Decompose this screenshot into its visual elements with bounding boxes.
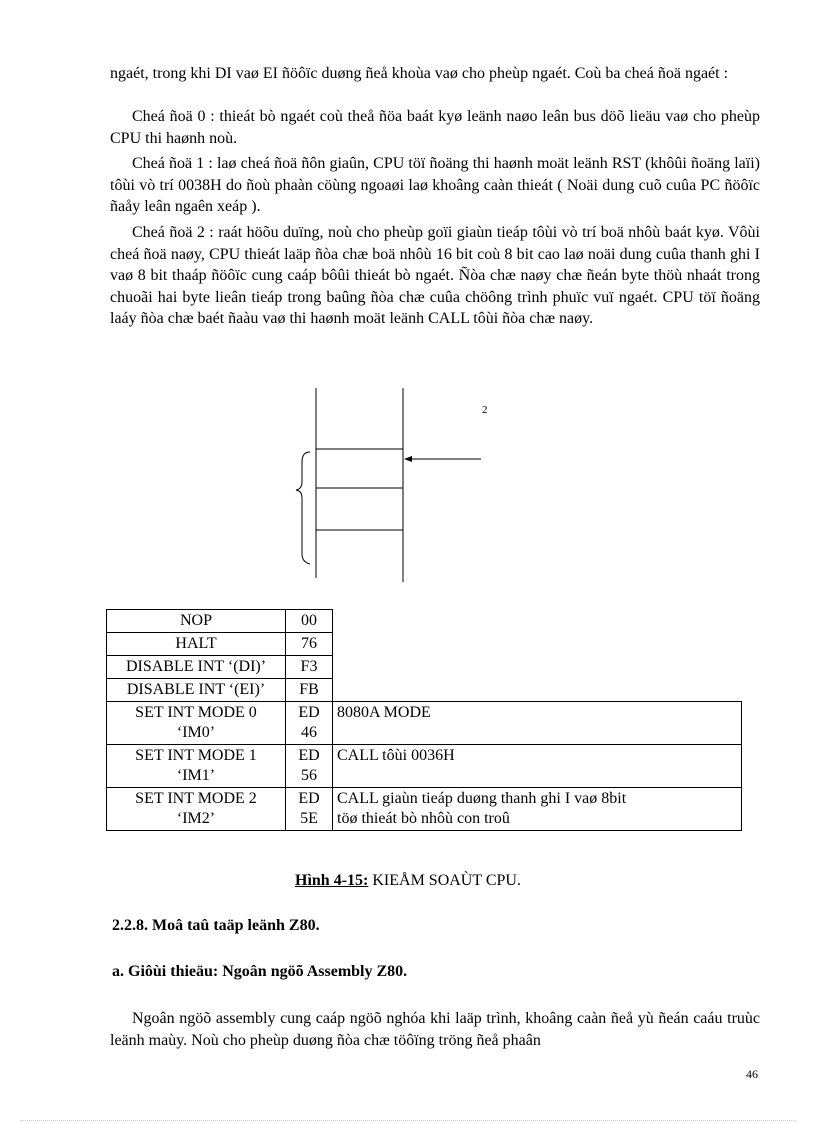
cell-line: CALL tôùi 0036H [337, 747, 455, 764]
table-row [107, 656, 742, 679]
caption-label: Hình 4-15: [295, 872, 369, 889]
table-cell [286, 702, 333, 745]
table-cell: DISABLE INT ‘(EI)’ [107, 679, 286, 702]
cell-line: ED [298, 790, 320, 807]
page-bottom-divider [20, 1120, 796, 1121]
table-cell [107, 788, 286, 831]
diagram-arrow-head [404, 456, 412, 462]
table-cell [286, 745, 333, 788]
paragraph-intro: ngaét, trong khi DI vaø EI ñöôïc duøng ñeå khoùa vaø cho pheùp ngaét. Coù ba cheá ñoä ngaét : [110, 65, 729, 82]
paragraph-assembly-intro: Ngoân ngöõ assembly cung caáp ngöõ nghóa khi laäp trình, khoâng caàn ñeå yù ñeán caáu truùc leänh maùy. Noù cho pheùp duøng ñòa chæ töôïng tröng ñeå phaân [110, 1010, 760, 1049]
table-cell [286, 788, 333, 831]
paragraph-mode-0: Cheá ñoä 0 : thieát bò ngaét coù theå ñöa baát kyø leänh naøo leân bus döõ lieäu vaø cho pheùp CPU thi haønh noù. [110, 108, 760, 147]
table-cell [333, 788, 742, 831]
table-cell [333, 745, 742, 788]
table-row [107, 745, 742, 788]
table-cell: 00 [286, 610, 333, 633]
table-cell-empty [333, 656, 742, 679]
table-cell [333, 702, 742, 745]
diagram-brace [296, 452, 310, 564]
page-number: 46 [746, 1067, 758, 1081]
cell-line: 8080A MODE [337, 704, 431, 721]
table-cell-empty [333, 610, 742, 633]
table-row [107, 702, 742, 745]
table-cell: 76 [286, 633, 333, 656]
cell-line: ED [298, 747, 320, 764]
cell-line: CALL giaùn tieáp duøng thanh ghi I vaø 8bit [337, 790, 627, 807]
cell-line: ‘IM0’ [176, 724, 216, 741]
cell-line: SET INT MODE 2 [135, 790, 257, 807]
table-cell-empty [333, 679, 742, 702]
table-cell: HALT [107, 633, 286, 656]
cell-line: töø thieát bò nhôù con troû [337, 810, 510, 827]
instruction-table [106, 609, 742, 831]
table-cell: NOP [107, 610, 286, 633]
caption-text: KIEÅM SOAÙT CPU. [368, 872, 521, 889]
cell-line: ‘IM2’ [176, 810, 216, 827]
cell-line: ‘IM1’ [176, 767, 216, 784]
table-cell: F3 [286, 656, 333, 679]
cell-line: SET INT MODE 0 [135, 704, 257, 721]
cell-line: 56 [301, 767, 317, 784]
section-heading: 2.2.8. Moâ taû taäp leänh Z80. [112, 917, 320, 934]
table-cell: FB [286, 679, 333, 702]
table-row [107, 679, 742, 702]
cell-line: 46 [301, 724, 317, 741]
paragraph-mode-1: Cheá ñoä 1 : laø cheá ñoä ñôn giaûn, CPU töï ñoäng thi haønh moät leänh RST (khôûi ñoäng laïi) tôùi vò trí 0038H do ñoù phaàn cöùng ngoaøi laø khoâng caàn thieát ( Noäi dung cuõ cuûa PC ñöôïc ñaåy leân ngaên xeáp ). [110, 155, 760, 215]
figure-caption [0, 872, 816, 890]
table-cell-empty [333, 633, 742, 656]
table-cell [107, 745, 286, 788]
table-row [107, 788, 742, 831]
table-cell: DISABLE INT ‘(DI)’ [107, 656, 286, 679]
cell-line: ED [298, 704, 320, 721]
cell-line: 5E [300, 810, 318, 827]
diagram-label: 2 [482, 404, 488, 416]
subsection-heading: a. Giôùi thieäu: Ngoân ngöõ Assembly Z80. [112, 963, 408, 980]
table-cell [107, 702, 286, 745]
table-row [107, 610, 742, 633]
cell-line: SET INT MODE 1 [135, 747, 257, 764]
paragraph-mode-2: Cheá ñoä 2 : raát höõu duïng, noù cho pheùp goïi giaùn tieáp tôùi vò trí boä nhôù baát kyø. Vôùi cheá ñoä naøy, CPU thieát laäp ñòa chæ boä nhôù 16 bit coù 8 bit cao laø noäi dung cuûa thanh ghi I vaø 8 bit thaáp ñöôïc cung caáp bôûi thieát bò ngaét. Ñòa chæ naøy chæ ñeán byte thöù nhaát trong chuoãi hai byte lieân tieáp trong baûng ñòa chæ cuûa chöông trình phuïc vuï ngaét. CPU töï ñoäng laáy ñòa chæ baét ñaàu vaø thi haønh moät leänh CALL tôùi ñòa chæ naøy. [110, 224, 760, 327]
table-row [107, 633, 742, 656]
